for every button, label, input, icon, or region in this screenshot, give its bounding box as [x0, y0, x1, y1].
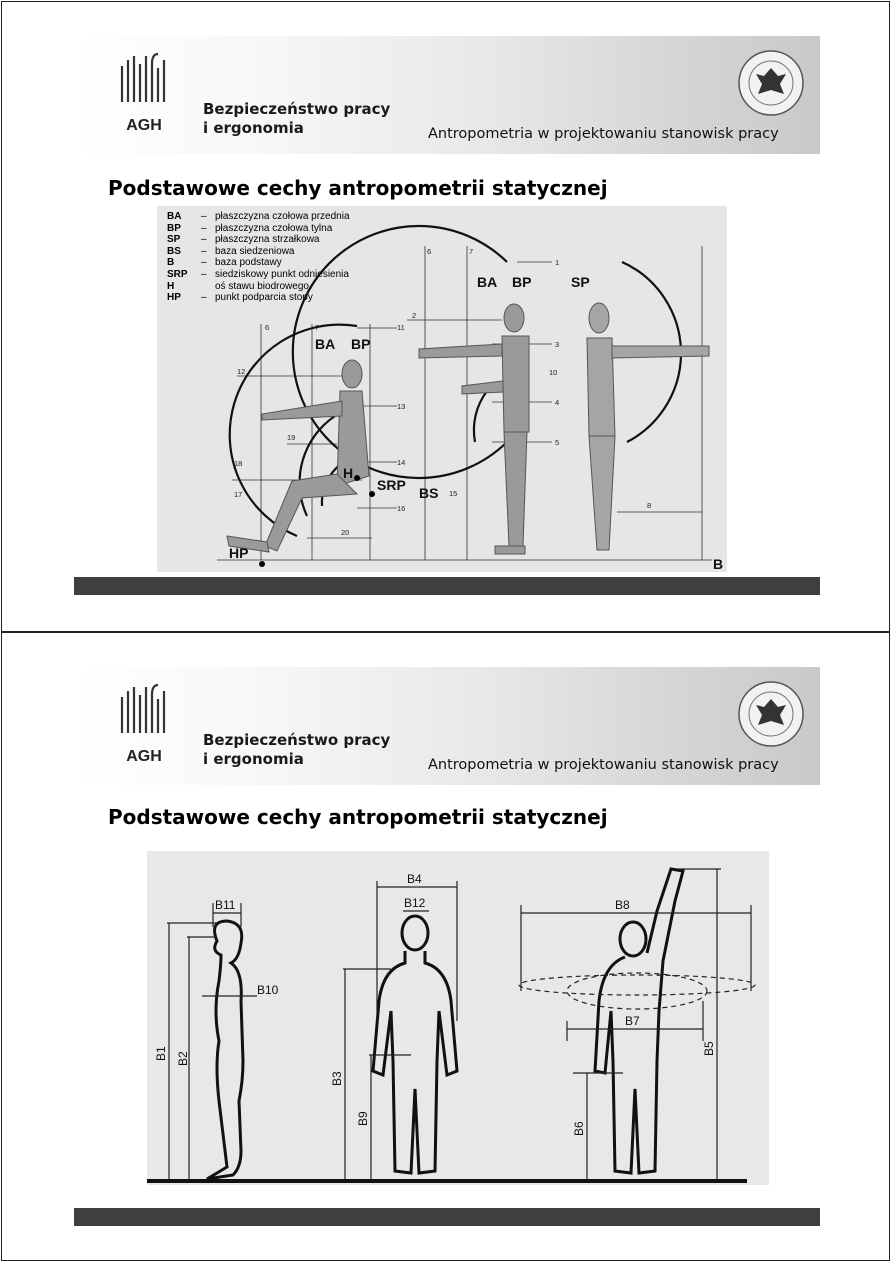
num-17: 17: [234, 490, 243, 499]
logo-text: AGH: [126, 117, 162, 134]
label-B8: B8: [615, 898, 630, 912]
label-B2: B2: [176, 1051, 190, 1066]
num-2: 2: [412, 311, 417, 320]
label-B9: B9: [356, 1111, 370, 1126]
slide-title: Podstawowe cechy antropometrii statycznej: [108, 805, 608, 829]
num-20: 20: [341, 528, 350, 537]
num-15: 15: [449, 489, 458, 498]
label-B12: B12: [404, 896, 426, 910]
label-BP: BP: [351, 336, 371, 352]
legend-row: H oś stawu biodrowego: [167, 280, 309, 292]
label-B5: B5: [702, 1041, 716, 1056]
header-band: [78, 36, 820, 154]
label-SP: SP: [571, 274, 590, 290]
footer-bar: [74, 577, 820, 595]
num-1: 1: [555, 258, 560, 267]
anthropometry-figure-2: [147, 851, 769, 1185]
legend-row: HP – punkt podparcia stopy: [167, 292, 313, 304]
num-8: 8: [647, 501, 652, 510]
agh-logo: [118, 681, 170, 769]
label-B11: B11: [215, 898, 236, 912]
label-B: B: [713, 556, 724, 572]
slide-1: [1, 1, 890, 632]
label-BA-standing: BA: [477, 274, 498, 290]
footer-bar: [74, 1208, 820, 1226]
num-18: 18: [234, 459, 243, 468]
logo-text: AGH: [126, 748, 162, 765]
subject-title: Antropometria w projektowaniu stanowisk pracy: [428, 126, 779, 142]
label-B4: B4: [407, 872, 422, 886]
label-BP-standing: BP: [512, 274, 532, 290]
course-title: [203, 100, 390, 138]
num-14: 14: [397, 458, 406, 467]
legend-row: SP – płaszczyzna strzałkowa: [167, 234, 320, 246]
label-B6: B6: [572, 1121, 586, 1136]
label-B10: B10: [257, 983, 279, 997]
label-B7: B7: [625, 1014, 640, 1028]
label-H: H: [343, 465, 354, 481]
course-line-1: Bezpieczeństwo pracy: [203, 100, 391, 118]
num-19: 19: [287, 433, 296, 442]
label-BA: BA: [315, 336, 336, 352]
num-4: 4: [555, 398, 560, 407]
legend-row: B – baza podstawy: [167, 257, 282, 269]
figure-1-drawing: [157, 206, 727, 572]
legend-row: BA – płaszczyzna czołowa przednia: [167, 211, 350, 222]
course-line-2: i ergonomia: [203, 119, 304, 137]
num-3: 3: [555, 340, 560, 349]
num-16: 16: [397, 504, 406, 513]
legend-row: BP – płaszczyzna czołowa tylna: [167, 222, 333, 234]
legend-row: SRP – siedziskowy punkt odniesienia: [167, 268, 349, 280]
figure-2-drawing: [147, 851, 769, 1185]
num-11: 11: [397, 323, 405, 332]
label-B3: B3: [330, 1071, 344, 1086]
num-7: 7: [315, 323, 320, 332]
course-line-1: Bezpieczeństwo pracy: [203, 731, 391, 749]
slide-2: [1, 632, 890, 1261]
label-SRP: SRP: [377, 477, 406, 493]
slide-title: Podstawowe cechy antropometrii statycznej: [108, 176, 608, 200]
course-line-2: i ergonomia: [203, 750, 304, 768]
legend-row: BS – baza siedzeniowa: [167, 245, 295, 257]
num-13: 13: [397, 402, 406, 411]
num-5: 5: [555, 438, 560, 447]
agh-logo: [118, 50, 170, 138]
num-7-standing: 7: [469, 247, 474, 256]
subject-title: Antropometria w projektowaniu stanowisk pracy: [428, 757, 779, 773]
num-6-standing: 6: [427, 247, 432, 256]
label-B1: B1: [154, 1046, 168, 1061]
label-BS: BS: [419, 485, 439, 501]
label-HP: HP: [229, 545, 249, 561]
anthropometry-figure-1: [157, 206, 727, 572]
num-12: 12: [237, 367, 246, 376]
num-6: 6: [265, 323, 270, 332]
course-title: [203, 731, 390, 769]
university-emblem: [736, 679, 806, 749]
num-10: 10: [549, 368, 558, 377]
university-emblem: [736, 48, 806, 118]
header-band: [78, 667, 820, 785]
